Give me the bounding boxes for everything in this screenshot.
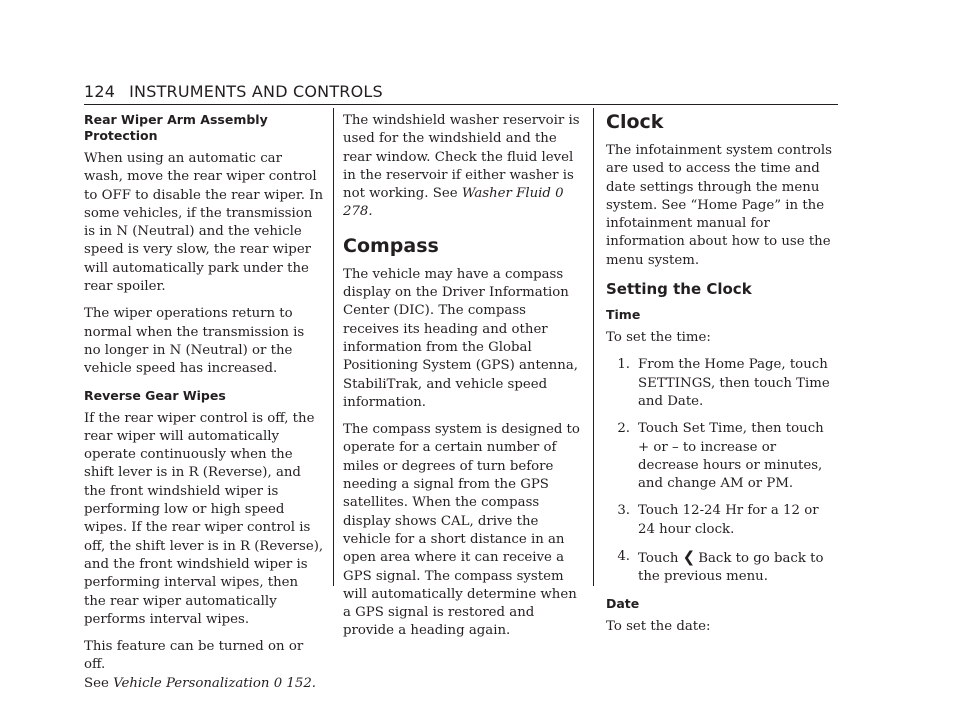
heading-reverse-gear-wipes: Reverse Gear Wipes	[84, 387, 226, 403]
list-item: 2. Touch Set Time, then touch + or – to increase or decrease hours or minutes, and change AM or PM.	[617, 421, 824, 492]
page-number: 124	[84, 82, 116, 101]
page-header	[84, 82, 838, 105]
heading-time: Time	[606, 307, 641, 323]
paragraph-clock-intro: The infotainment system controls are used to access the time and date settings through the menu system. See “Home Page” in the infotainment manual for information about how to use the menu system.	[606, 143, 832, 268]
paragraph-date-intro: To set the date:	[606, 618, 711, 634]
paragraph-compass-display: The vehicle may have a compass display on the Driver Information Center (DIC). The compass receives its heading and other information from the Global Positioning System (GPS) antenna, StabiliTrak, and vehicle speed information.	[343, 266, 578, 410]
column-divider	[593, 108, 594, 586]
column-left	[84, 112, 324, 702]
heading-date: Date	[606, 595, 640, 611]
paragraph-car-wash: When using an automatic car wash, move the rear wiper control to OFF to disable the rear wiper. In some vehicles, if the transmission is in N (Neutral) and the vehicle speed is very slow, the rear wiper will automatically park under the rear spoiler.	[84, 151, 324, 295]
paragraph-time-intro: To set the time:	[606, 330, 711, 346]
list-item: 1. From the Home Page, touch SETTINGS, then touch Time and Date.	[617, 357, 830, 409]
heading-clock: Clock	[606, 111, 664, 133]
paragraph-return-normal: The wiper operations return to normal when the transmission is no longer in N (Neutral) or the vehicle speed has increased.	[84, 306, 305, 377]
paragraph-reverse-gear: If the rear wiper control is off, the rear wiper will automatically operate continuously when the shift lever is in R (Reverse), and the front windshield wiper is performing low or high speed wipes. If the rear wiper control is off, the shift lever is in R (Reverse), and the front windshield wiper is performing interval wipes, then the rear wiper automatically performs interval wipes.	[84, 410, 324, 627]
paragraph-compass-calibration: The compass system is designed to operate for a certain number of miles or degrees of turn before needing a signal from the GPS satellites. When the compass display shows CAL, drive the vehicle for a short distance in an open area where it can receive a GPS signal. The compass system will automatically determine when a GPS signal is restored and provide a heading again.	[343, 422, 580, 639]
section-title: INSTRUMENTS AND CONTROLS	[129, 82, 383, 101]
column-divider	[333, 108, 334, 586]
page-ref-icon: 0	[273, 675, 283, 691]
list-item: 4. Touch ❮ Back to go back to the previous menu.	[617, 548, 824, 585]
paragraph-feature-toggle: This feature can be turned on or off. See Vehicle Personalization 0 152.	[84, 639, 317, 691]
paragraph-washer-reservoir: The windshield washer reservoir is used for the windshield and the rear window. Check the fluid level in the reservoir if either washer is not working. See Washer Fluid 0 278.	[343, 113, 580, 220]
link-washer-fluid[interactable]: Washer Fluid 0 278.	[343, 186, 564, 220]
heading-rear-wiper-protection: Rear Wiper Arm Assembly Protection	[84, 112, 268, 143]
list-item: 3. Touch 12-24 Hr for a 12 or 24 hour clock.	[617, 503, 819, 537]
page-ref-icon: 0	[555, 186, 564, 202]
heading-setting-the-clock: Setting the Clock	[606, 280, 752, 299]
column-right	[606, 112, 838, 645]
link-vehicle-personalization[interactable]: Vehicle Personalization 0 152.	[113, 675, 317, 691]
time-steps-list	[606, 356, 838, 586]
heading-compass: Compass	[343, 234, 439, 257]
column-middle	[343, 112, 581, 650]
back-chevron-icon: ❮	[682, 548, 696, 567]
